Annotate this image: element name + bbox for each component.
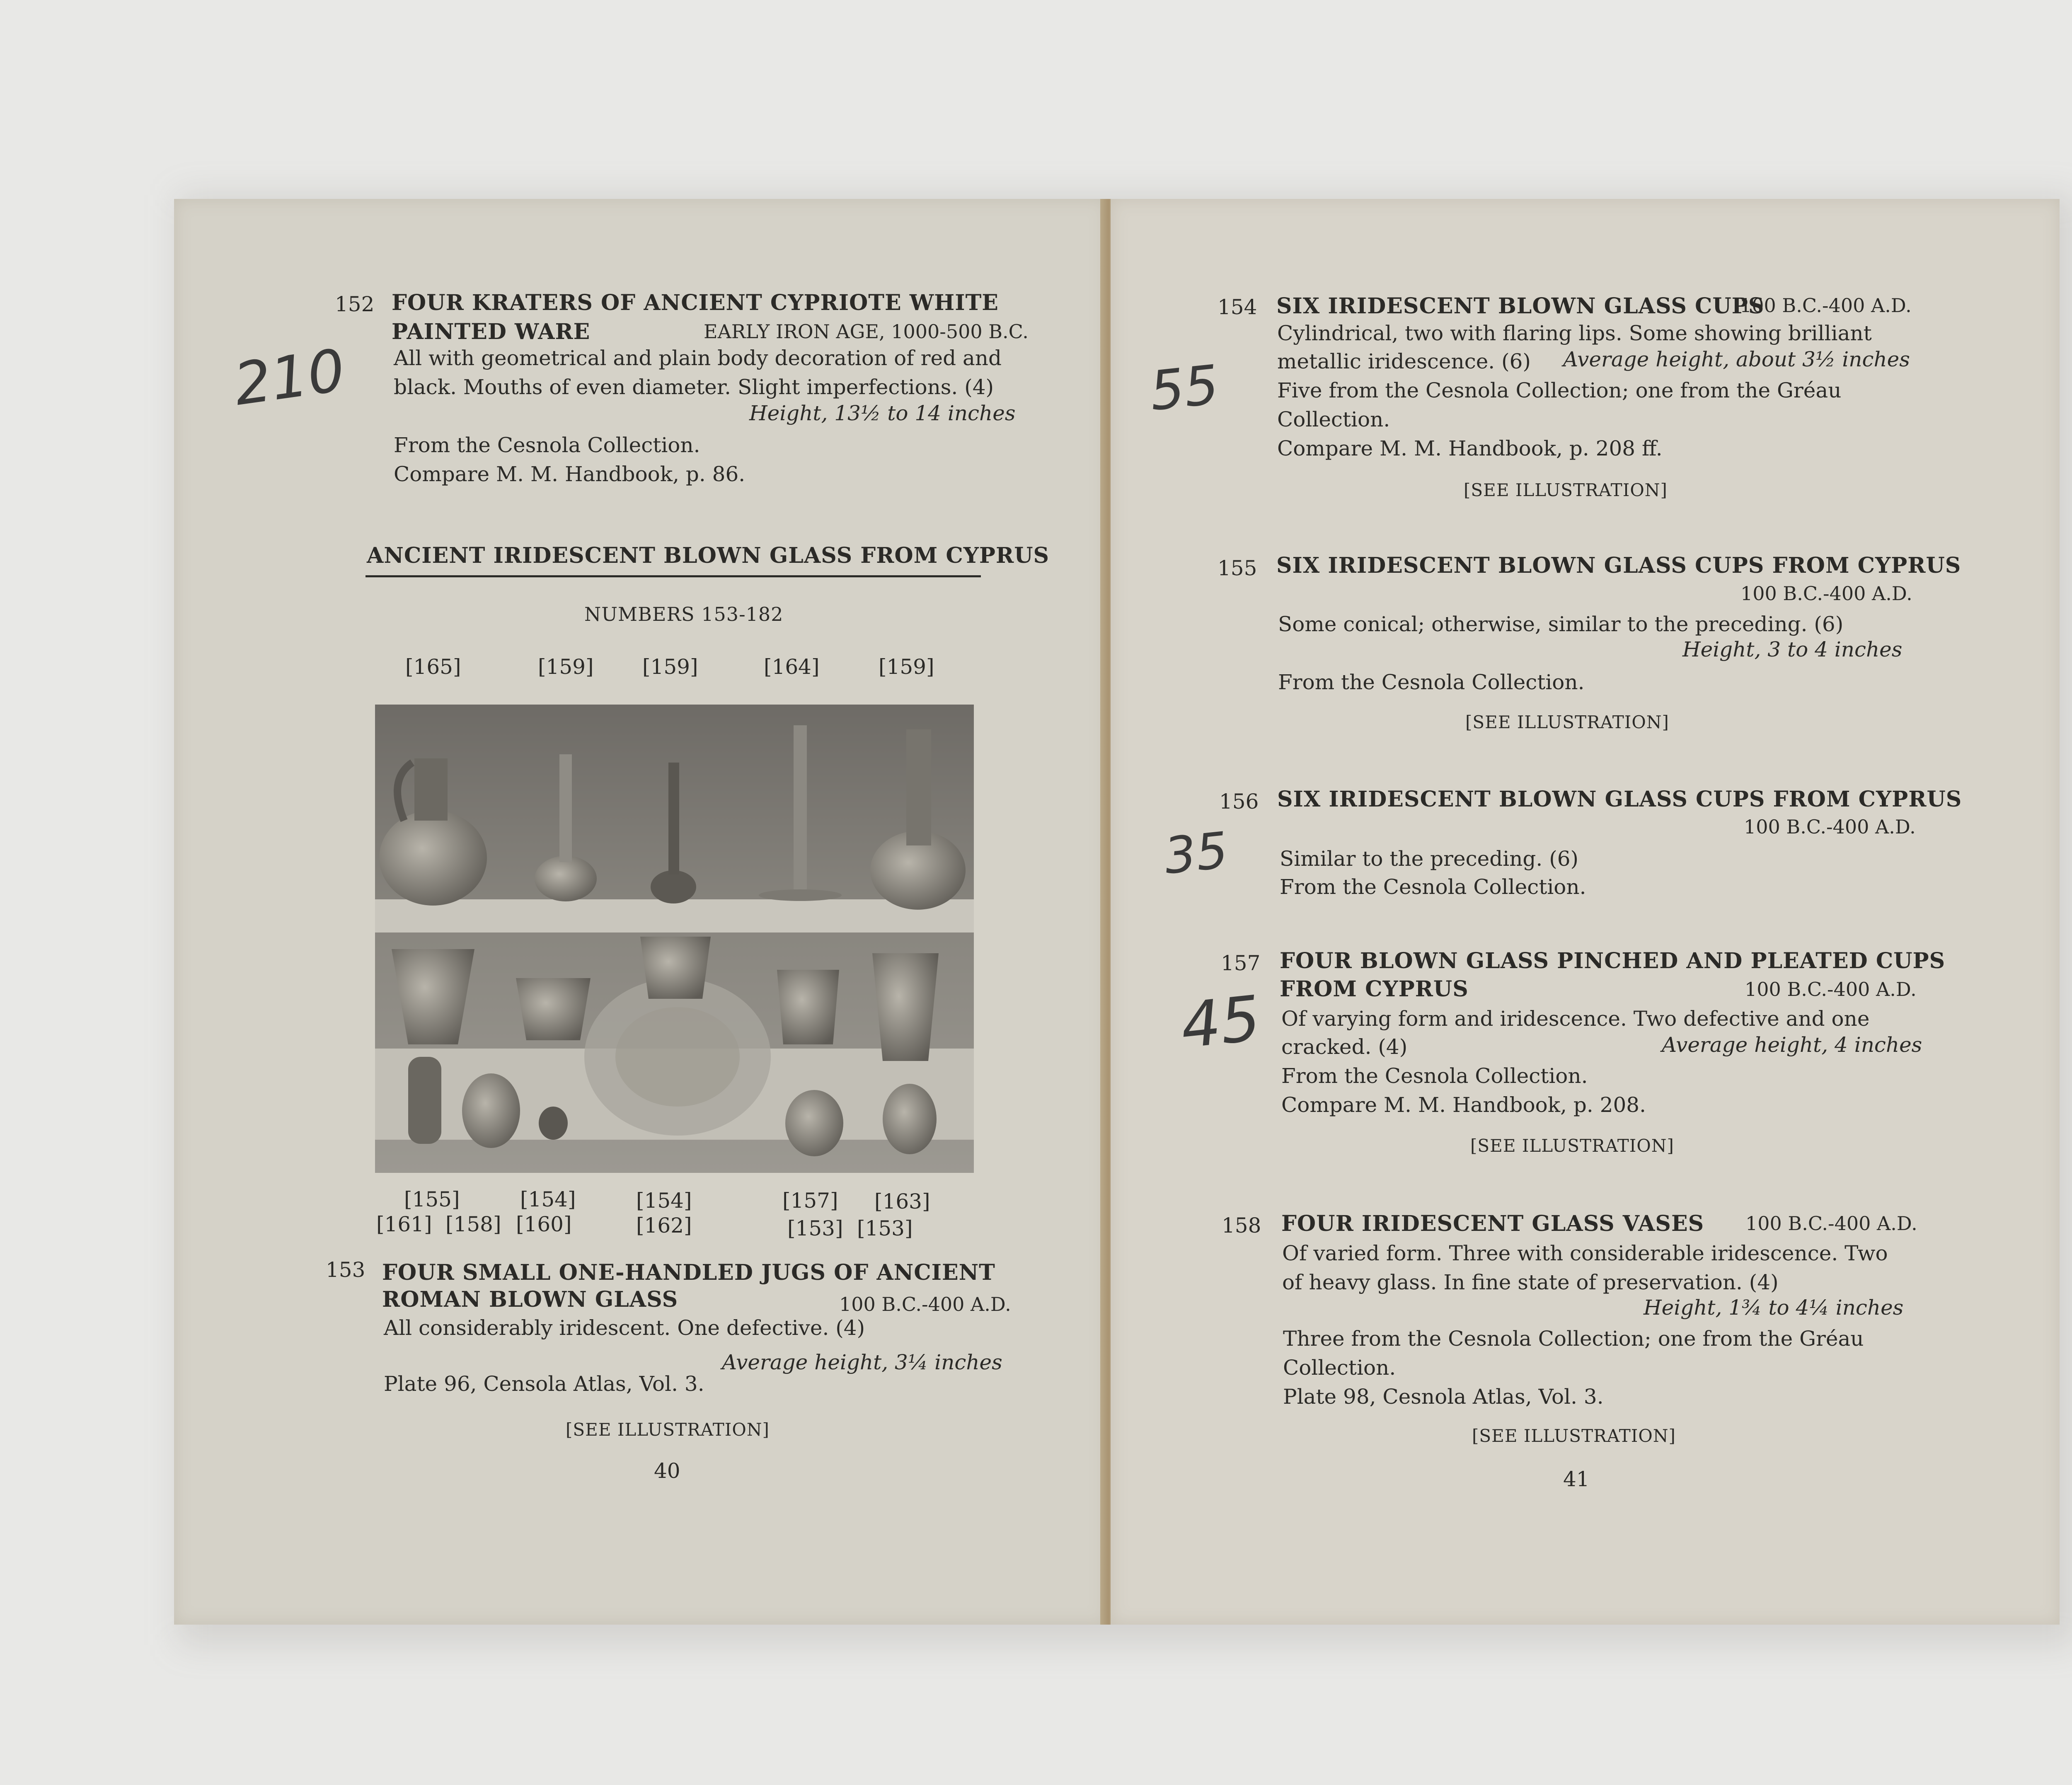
entry-text: Compare M. M. Handbook, p. 86.	[394, 462, 746, 486]
entry-text: Similar to the preceding. (6)	[1280, 847, 1579, 871]
photo-label: [161]	[376, 1212, 432, 1236]
entry-number: 158	[1222, 1213, 1261, 1238]
entry-title: PAINTED WARE	[392, 319, 591, 344]
entry-text: Compare M. M. Handbook, p. 208.	[1281, 1093, 1646, 1117]
entry-text: Collection.	[1283, 1356, 1396, 1380]
see-illustration: [SEE ILLUSTRATION]	[1464, 480, 1668, 500]
entry-title: SIX IRIDESCENT BLOWN GLASS CUPS FROM CYPRUS	[1276, 553, 1961, 578]
photo-illustration	[375, 705, 974, 1173]
photo-label: [163]	[874, 1189, 930, 1213]
entry-text: Some conical; otherwise, similar to the preceding. (6)	[1278, 612, 1844, 636]
see-illustration: [SEE ILLUSTRATION]	[1465, 712, 1669, 732]
entry-dimension: Average height, about 3½ inches	[1563, 347, 1910, 371]
entry-text: Cylindrical, two with flaring lips. Some showing brilliant	[1277, 321, 1872, 345]
entry-dimension: Average height, 4 inches	[1662, 1033, 1922, 1057]
entry-title: SIX IRIDESCENT BLOWN GLASS CUPS	[1276, 293, 1765, 319]
handwritten-price: 35	[1162, 821, 1231, 886]
photo-label: [157]	[782, 1189, 838, 1213]
entry-dimension: Height, 1¾ to 4¼ inches	[1644, 1296, 1904, 1320]
entry-text: metallic iridescence. (6)	[1277, 349, 1531, 373]
handwritten-price: 210	[230, 337, 349, 419]
entry-text: From the Cesnola Collection.	[1278, 670, 1585, 694]
entry-text: cracked. (4)	[1281, 1035, 1408, 1059]
entry-title: FROM CYPRUS	[1280, 976, 1469, 1002]
entry-title: FOUR IRIDESCENT GLASS VASES	[1281, 1211, 1704, 1236]
entry-number: 155	[1218, 556, 1257, 580]
handwritten-price: 55	[1147, 353, 1222, 423]
entry-text: All considerably iridescent. One defective. (4)	[384, 1316, 865, 1340]
entry-number: 154	[1218, 295, 1257, 319]
photo-label: [159]	[879, 655, 934, 679]
photo-label: [162]	[636, 1213, 692, 1238]
entry-text: Five from the Cesnola Collection; one from the Gréau	[1277, 378, 1842, 402]
page-number: 40	[654, 1459, 680, 1483]
entry-number: 157	[1221, 951, 1261, 975]
entry-text: Collection.	[1277, 407, 1390, 431]
entry-number: 152	[335, 292, 375, 316]
entry-title: FOUR SMALL ONE-HANDLED JUGS OF ANCIENT	[382, 1260, 995, 1285]
photo-label: [165]	[405, 655, 461, 679]
section-numbers: NUMBERS 153-182	[584, 603, 784, 625]
entry-date: EARLY IRON AGE, 1000-500 B.C.	[704, 320, 1029, 343]
photo-label: [158]	[445, 1212, 501, 1236]
entry-number: 153	[326, 1258, 366, 1282]
entry-text: of heavy glass. In fine state of preservation. (4)	[1282, 1270, 1779, 1294]
entry-title: SIX IRIDESCENT BLOWN GLASS CUPS FROM CYPRUS	[1277, 787, 1962, 812]
entry-text: Compare M. M. Handbook, p. 208 ff.	[1277, 436, 1663, 460]
photo-label: [159]	[538, 655, 594, 679]
entry-text: Three from the Cesnola Collection; one from the Gréau	[1283, 1327, 1864, 1351]
entry-title: FOUR KRATERS OF ANCIENT CYPRIOTE WHITE	[392, 290, 999, 315]
photo-label: [160]	[516, 1212, 572, 1236]
entry-title: ROMAN BLOWN GLASS	[382, 1287, 678, 1312]
see-illustration: [SEE ILLUSTRATION]	[1472, 1426, 1676, 1446]
handwritten-price: 45	[1177, 982, 1264, 1063]
entry-text: From the Cesnola Collection.	[1281, 1064, 1588, 1088]
entry-date: 100 B.C.-400 A.D.	[1745, 978, 1917, 1000]
photo-label: [153]	[787, 1216, 843, 1240]
entry-text: From the Cesnola Collection.	[1280, 875, 1586, 899]
photo-label: [164]	[764, 655, 820, 679]
entry-text: Plate 98, Cesnola Atlas, Vol. 3.	[1283, 1385, 1604, 1409]
entry-text: From the Cesnola Collection.	[394, 433, 700, 457]
entry-date: 100 B.C.-400 A.D.	[1744, 816, 1916, 838]
glass-vessels-photograph	[375, 705, 974, 1173]
photo-label: [154]	[520, 1187, 576, 1211]
entry-dimension: Height, 13½ to 14 inches	[749, 401, 1016, 425]
entry-dimension: Height, 3 to 4 inches	[1682, 637, 1903, 661]
see-illustration: [SEE ILLUSTRATION]	[1470, 1136, 1674, 1156]
entry-date: 100 B.C.-400 A.D.	[1745, 1212, 1917, 1235]
entry-title: FOUR BLOWN GLASS PINCHED AND PLEATED CUPS	[1280, 948, 1946, 974]
entry-date: 100 B.C.-400 A.D.	[1740, 294, 1912, 317]
section-heading: ANCIENT IRIDESCENT BLOWN GLASS FROM CYPRUS	[367, 543, 1050, 568]
entry-text: black. Mouths of even diameter. Slight imperfections. (4)	[394, 375, 994, 399]
photo-label: [153]	[857, 1216, 913, 1240]
entry-text: Of varying form and iridescence. Two defective and one	[1281, 1007, 1870, 1031]
photo-label: [155]	[404, 1187, 460, 1211]
entry-text: Of varied form. Three with considerable iridescence. Two	[1282, 1241, 1888, 1265]
photo-label: [159]	[642, 655, 698, 679]
section-rule	[366, 575, 981, 577]
entry-dimension: Average height, 3¼ inches	[722, 1350, 1002, 1374]
entry-date: 100 B.C.-400 A.D.	[839, 1293, 1011, 1315]
right-page	[1111, 199, 2060, 1625]
entry-number: 156	[1219, 790, 1259, 814]
entry-text: Plate 96, Censola Atlas, Vol. 3.	[384, 1372, 704, 1396]
photo-label: [154]	[636, 1189, 692, 1213]
see-illustration: [SEE ILLUSTRATION]	[566, 1419, 770, 1440]
entry-date: 100 B.C.-400 A.D.	[1740, 582, 1912, 605]
page-number: 41	[1563, 1467, 1590, 1491]
entry-text: All with geometrical and plain body decoration of red and	[394, 346, 1002, 370]
